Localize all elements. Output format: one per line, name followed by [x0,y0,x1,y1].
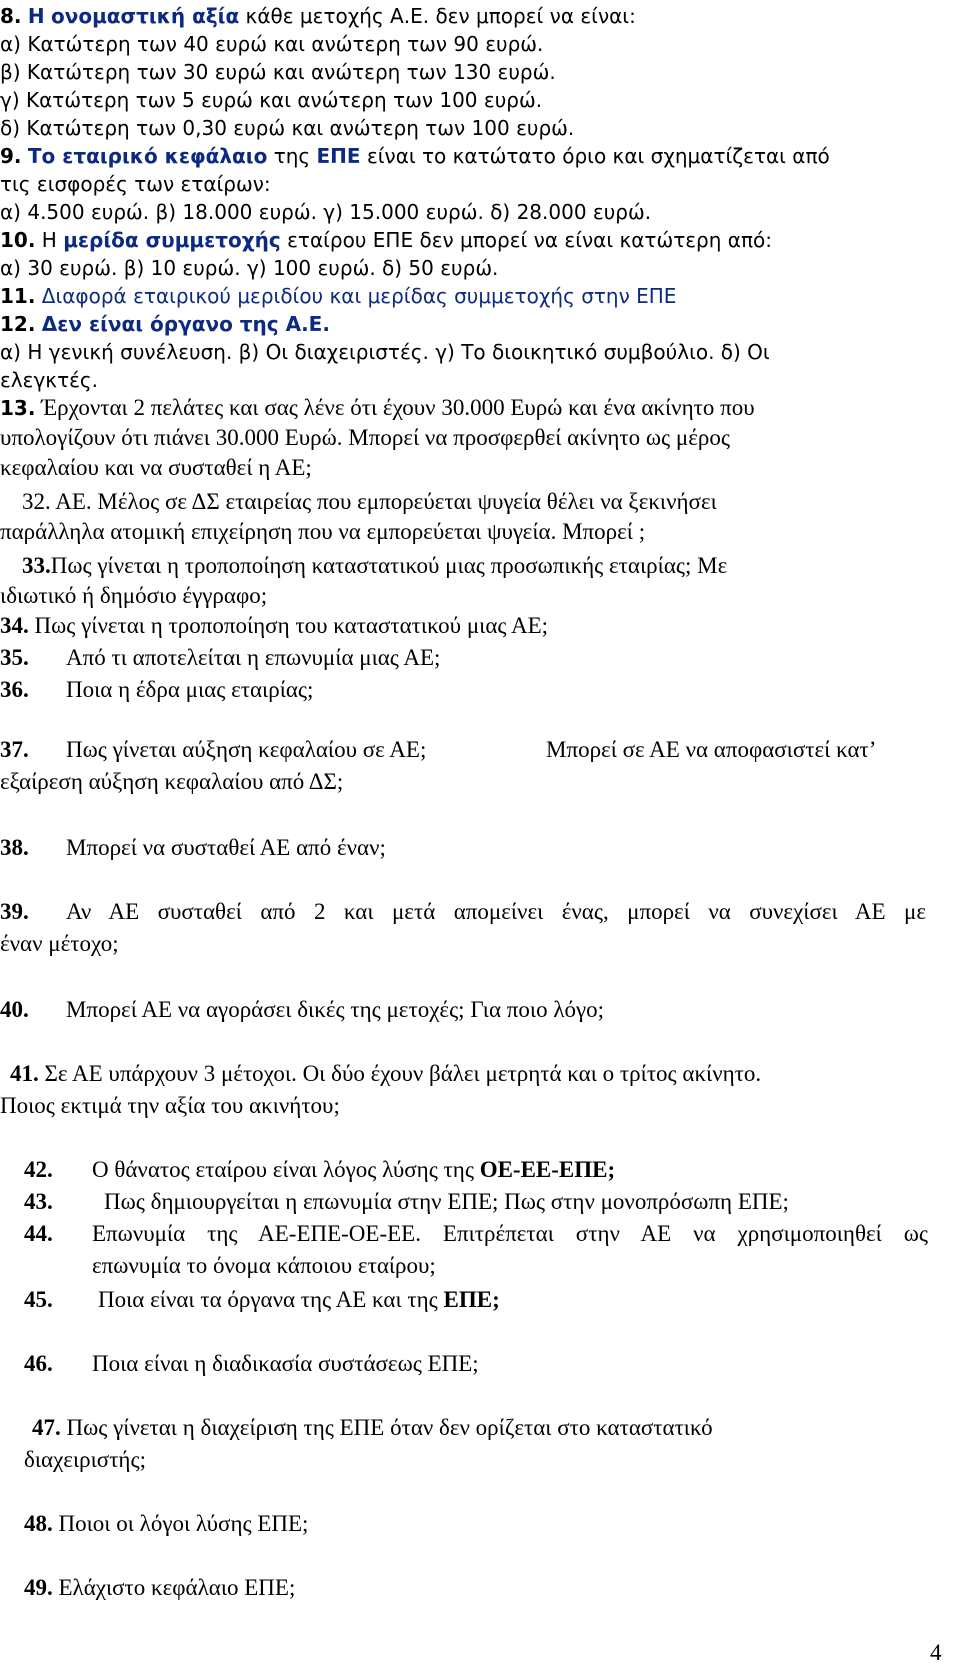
question-32-line-2: παράλληλα ατομική επιχείρηση που να εμπορεύεται ψυγεία. Μπορεί ; [0,519,646,544]
question-33 [22,552,727,580]
question-36-text: Ποια η έδρα μιας εταιρίας; [66,677,314,702]
question-33-line-1: Πως γίνεται η τροποποίηση καταστατικού μιας προσωπικής εταιρίας; Με [50,553,728,578]
question-42-bold: ΟΕ-ΕΕ-ΕΠΕ; [479,1157,616,1182]
option-b: β) Κατώτερη των 30 ευρώ και ανώτερη των 130 ευρώ. [0,60,556,84]
question-number: 38. [0,835,29,860]
question-9-line-2: τις εισφορές των εταίρων: [0,172,271,196]
question-46-text: Ποια είναι η διαδικασία συστάσεως ΕΠΕ; [92,1351,479,1376]
question-number: 40. [0,997,29,1022]
question-39 [0,898,926,926]
question-49-text: Ελάχιστο κεφάλαιο ΕΠΕ; [58,1575,296,1600]
question-45-bold: ΕΠΕ; [443,1287,500,1312]
question-13 [0,394,755,422]
question-32-line-1: Μέλος σε ΔΣ εταιρείας που εμπορεύεται ψυγεία θέλει να ξεκινήσει [97,489,717,514]
question-number: 32. ΑΕ. [22,489,92,514]
option-a: α) Κατώτερη των 40 ευρώ και ανώτερη των 90 ευρώ. [0,32,544,56]
question-12-options-2: ελεγκτές. [0,368,99,392]
question-number: 42. [24,1157,53,1182]
question-number: 46. [24,1351,53,1376]
question-number: 9. [0,144,22,168]
question-40-text: Μπορεί ΑΕ να αγοράσει δικές της μετοχές; Για ποιο λόγο; [66,997,605,1022]
question-10-options: α) 30 ευρώ. β) 10 ευρώ. γ) 100 ευρώ. δ) 50 ευρώ. [0,256,499,280]
question-8-title-c: κάθε μετοχής Α.Ε. δεν μπορεί να είναι: [245,4,636,28]
question-9-options: α) 4.500 ευρώ. β) 18.000 ευρώ. γ) 15.000 ευρώ. δ) 28.000 ευρώ. [0,200,652,224]
question-37 [0,736,426,764]
question-number: 41. [10,1061,39,1086]
question-13-line-3: κεφαλαίου και να συσταθεί η ΑΕ; [0,455,312,480]
question-44-line-1: Επωνυμία της ΑΕ-ΕΠΕ-ΟΕ-ΕΕ. Επιτρέπεται στην ΑΕ να χρησιμοποιηθεί ως [92,1221,928,1246]
question-41-line-2: Ποιος εκτιμά την αξία του ακινήτου; [0,1093,340,1118]
question-13-line-2: υπολογίζουν ότι πιάνει 30.000 Ευρώ. Μπορεί να προσφερθεί ακίνητο ως μέρος [0,425,730,450]
question-41-line-1: Σε ΑΕ υπάρχουν 3 μέτοχοι. Οι δύο έχουν βάλει μετρητά και ο τρίτος ακίνητο. [44,1061,762,1086]
question-38 [0,834,386,862]
question-37-part-1: Πως γίνεται αύξηση κεφαλαίου σε ΑΕ; [66,737,427,762]
question-number: 36. [0,677,29,702]
question-45-text: Ποια είναι τα όργανα της ΑΕ και της [98,1287,438,1312]
question-number: 34. [0,613,29,638]
question-32 [22,488,717,516]
question-34 [0,612,548,640]
question-43 [24,1188,789,1216]
question-48-text: Ποιοι οι λόγοι λύσης ΕΠΕ; [58,1511,309,1536]
question-number: 48. [24,1511,53,1536]
question-8-title-b: ονομαστική αξία [50,4,240,28]
question-number: 44. [24,1221,53,1246]
question-45 [24,1286,500,1314]
question-46 [24,1350,479,1378]
question-9-rest-1: είναι το κατώτατο όριο και σχηματίζεται από [366,144,830,168]
question-number: 37. [0,737,29,762]
question-12-options-1: α) Η γενική συνέλευση. β) Οι διαχειριστές. γ) Το διοικητικό συμβούλιο. δ) Οι [0,340,770,364]
question-12 [0,310,330,338]
question-number: 35. [0,645,29,670]
question-10-bold: μερίδα συμμετοχής [63,228,281,252]
question-33-line-2: ιδιωτικό ή δημόσιο έγγραφο; [0,583,268,608]
question-34-text: Πως γίνεται η τροποποίηση του καταστατικού μιας ΑΕ; [34,613,549,638]
option-d: δ) Κατώτερη των 0,30 ευρώ και ανώτερη των 100 ευρώ. [0,116,575,140]
question-42-text: Ο θάνατος εταίρου είναι λόγος λύσης της [92,1157,474,1182]
question-42 [24,1156,615,1184]
question-number: 43. [24,1189,53,1214]
option-c: γ) Κατώτερη των 5 ευρώ και ανώτερη των 100 ευρώ. [0,88,543,112]
question-43-text: Πως δημιουργείται η επωνυμία στην ΕΠΕ; Πως στην μονοπρόσωπη ΕΠΕ; [104,1189,789,1214]
question-44-line-2: επωνυμία το όνομα κάποιου εταίρου; [92,1253,436,1278]
question-39-line-2: έναν μέτοχο; [0,931,119,956]
question-11-text: Διαφορά εταιρικού μεριδίου και μερίδας συμμετοχής στην ΕΠΕ [41,284,677,308]
question-9-mid: της [273,144,311,168]
page-number: 4 [930,1640,942,1665]
question-8-title-a: Η [27,4,45,28]
question-36 [0,676,313,704]
question-47-line-1: Πως γίνεται η διαχείριση της ΕΠΕ όταν δεν ορίζεται στο καταστατικό [66,1415,713,1440]
question-number: 11. [0,284,36,308]
question-10-rest: εταίρου ΕΠΕ δεν μπορεί να είναι κατώτερη από: [287,228,772,252]
question-number: 39. [0,899,29,924]
question-35 [0,644,440,672]
question-11 [0,282,676,310]
question-9-bold-1: Το εταιρικό κεφάλαιο [27,144,268,168]
question-number: 10. [0,228,36,252]
question-39-line-1: Αν ΑΕ συσταθεί από 2 και μετά απομείνει ένας, μπορεί να συνεχίσει ΑΕ με [66,899,926,924]
question-number: 12. [0,312,36,336]
question-number: 45. [24,1287,53,1312]
question-40 [0,996,604,1024]
question-8 [0,2,636,30]
question-number: 49. [24,1575,53,1600]
question-41 [10,1060,761,1088]
question-10 [0,226,772,254]
question-35-text: Από τι αποτελείται η επωνυμία μιας ΑΕ; [66,645,441,670]
question-number: 33. [22,553,51,578]
question-number: 47. [32,1415,61,1440]
question-48 [24,1510,308,1538]
question-38-text: Μπορεί να συσταθεί ΑΕ από έναν; [66,835,386,860]
question-47 [32,1414,713,1442]
question-49 [24,1574,295,1602]
question-47-line-2: διαχειριστής; [24,1447,146,1472]
question-number: 13. [0,396,36,420]
question-number: 8. [0,4,22,28]
question-9 [0,142,830,170]
question-13-line-1: Έρχονται 2 πελάτες και σας λένε ότι έχουν 30.000 Ευρώ και ένα ακίνητο που [41,395,755,420]
question-37-line-2: εξαίρεση αύξηση κεφαλαίου από ΔΣ; [0,769,344,794]
question-10-pre: Η [41,228,57,252]
question-9-bold-2: ΕΠΕ [316,144,361,168]
question-44 [24,1220,928,1248]
question-12-bold: Δεν είναι όργανο της Α.Ε. [41,312,330,336]
question-37-part-2: Μπορεί σε ΑΕ να αποφασιστεί κατ’ [546,737,877,762]
